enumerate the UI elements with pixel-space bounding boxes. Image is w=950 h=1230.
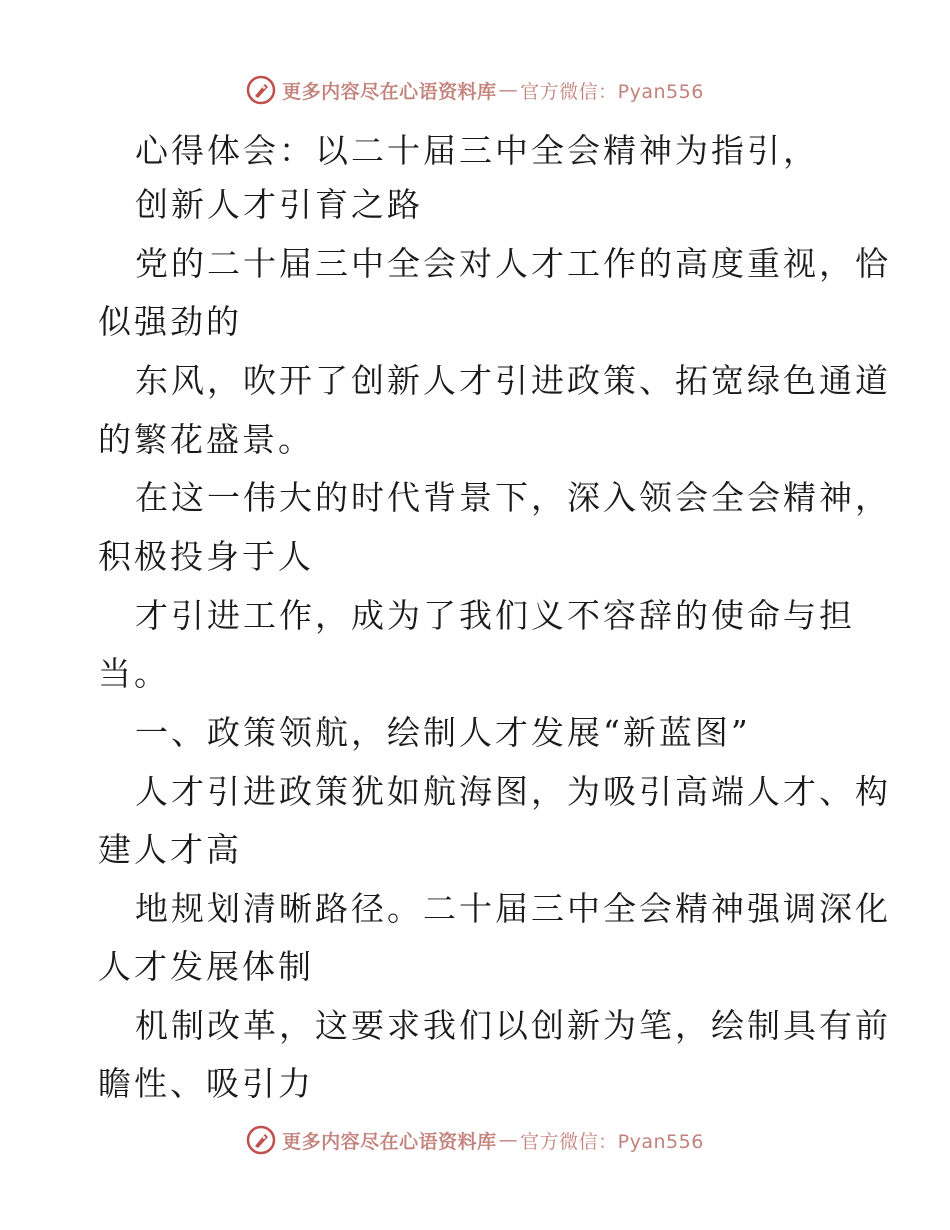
watermark-main-text: 更多内容尽在心语资料库	[282, 80, 497, 103]
footer-watermark	[0, 1120, 950, 1160]
watermark-main-text: 更多内容尽在心语资料库	[282, 1130, 497, 1153]
watermark-suffix-text: 官方微信：Pyan556	[520, 1130, 704, 1153]
pen-nib-logo-icon	[246, 1125, 276, 1155]
watermark-separator: —	[498, 79, 519, 101]
document-line: 人才引进政策犹如航海图，为吸引高端人才、构	[135, 772, 891, 811]
document-line: 似强劲的	[98, 302, 242, 341]
document-line: 心得体会：以二十届三中全会精神为指引，	[135, 131, 819, 170]
document-line: 积极投身于人	[98, 537, 314, 576]
document-line: 才引进工作，成为了我们义不容辞的使命与担	[135, 596, 855, 635]
document-line: 地规划清晰路径。二十届三中全会精神强调深化	[135, 889, 891, 928]
document-line: 在这一伟大的时代背景下，深入领会全会精神，	[135, 478, 891, 517]
header-watermark	[0, 70, 950, 110]
document-line: 机制改革，这要求我们以创新为笔，绘制具有前	[135, 1006, 891, 1045]
watermark-separator: —	[498, 1129, 519, 1151]
section-heading: 一、政策领航，绘制人才发展“新蓝图”	[135, 713, 751, 752]
document-line: 建人才高	[98, 830, 242, 869]
document-line: 当。	[98, 654, 170, 693]
document-line: 的繁花盛景。	[98, 420, 314, 459]
document-line: 党的二十届三中全会对人才工作的高度重视，恰	[135, 244, 891, 283]
document-line: 东风，吹开了创新人才引进政策、拓宽绿色通道	[135, 361, 891, 400]
document-line: 瞻性、吸引力	[98, 1064, 314, 1103]
watermark-suffix-text: 官方微信：Pyan556	[520, 80, 704, 103]
document-line: 创新人才引育之路	[135, 185, 423, 224]
document-line: 人才发展体制	[98, 947, 314, 986]
pen-nib-logo-icon	[246, 75, 276, 105]
